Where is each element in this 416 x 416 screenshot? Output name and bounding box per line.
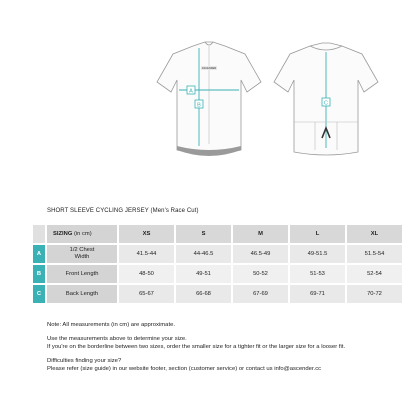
help-note — [47, 358, 345, 373]
row-label — [47, 245, 117, 263]
marker-b: B — [197, 102, 201, 109]
usage-note — [47, 336, 345, 351]
jersey-front-drawing — [153, 40, 265, 162]
usage-line-1: Use the measurements above to determine your size. — [47, 336, 187, 343]
table-cell: 51.5-54 — [347, 245, 402, 263]
header-sizing-cell — [47, 225, 117, 243]
marker-c: C — [324, 100, 328, 107]
table-cell: 67-69 — [233, 285, 288, 303]
size-xs: XS — [119, 225, 174, 243]
help-line-1: Difficulties finding your size? — [47, 358, 122, 365]
size-s: S — [176, 225, 231, 243]
table-cell: 49-51.5 — [290, 245, 345, 263]
table-header-row — [33, 225, 402, 243]
size-chart-title: SHORT SLEEVE CYCLING JERSEY (Men's Race Cut) — [47, 208, 199, 214]
table-cell: 52-54 — [347, 265, 402, 283]
table-cell: 49-51 — [176, 265, 231, 283]
row-label-line2: Width — [74, 254, 90, 260]
help-line-2: Please refer (size guide) in our website footer, section (customer service) or contact us info@ascender.cc — [47, 365, 322, 372]
usage-line-2: If you're on the borderline between two sizes, order the smaller size for a tighter fit or the larger size for a looser fit. — [47, 343, 346, 350]
row-label-line1: 1/2 Chest — [69, 247, 95, 253]
table-cell: 65-67 — [119, 285, 174, 303]
row-label: Front Length — [47, 265, 117, 283]
table-cell: 50-52 — [233, 265, 288, 283]
jersey-back-drawing — [270, 40, 382, 162]
header-key-cell — [33, 225, 45, 243]
table-cell: 66-68 — [176, 285, 231, 303]
table-row — [33, 245, 402, 263]
table-cell: 70-72 — [347, 285, 402, 303]
size-l: L — [290, 225, 345, 243]
row-key: A — [33, 245, 45, 263]
jersey-front-illustration — [153, 40, 265, 162]
sizing-unit: (in cm) — [72, 230, 92, 237]
table-cell: 48-50 — [119, 265, 174, 283]
size-xl: XL — [347, 225, 402, 243]
table-cell: 41.5-44 — [119, 245, 174, 263]
table-cell: 69-71 — [290, 285, 345, 303]
sizing-label: SIZING — [53, 230, 73, 237]
row-key: B — [33, 265, 45, 283]
row-label: Back Length — [47, 285, 117, 303]
table-row — [33, 265, 402, 283]
size-notes — [47, 322, 345, 380]
size-m: M — [233, 225, 288, 243]
table-cell: 46.5-49 — [233, 245, 288, 263]
row-key: C — [33, 285, 45, 303]
marker-a: A — [189, 88, 193, 95]
approximate-note: Note: All measurements (in cm) are approximate. — [47, 322, 176, 328]
table-cell: 44-46.5 — [176, 245, 231, 263]
jersey-back-illustration — [270, 40, 382, 162]
table-cell: 51-53 — [290, 265, 345, 283]
table-row — [33, 285, 402, 303]
brand-logo-text: ASCENDER — [201, 67, 217, 70]
size-table — [31, 223, 404, 305]
